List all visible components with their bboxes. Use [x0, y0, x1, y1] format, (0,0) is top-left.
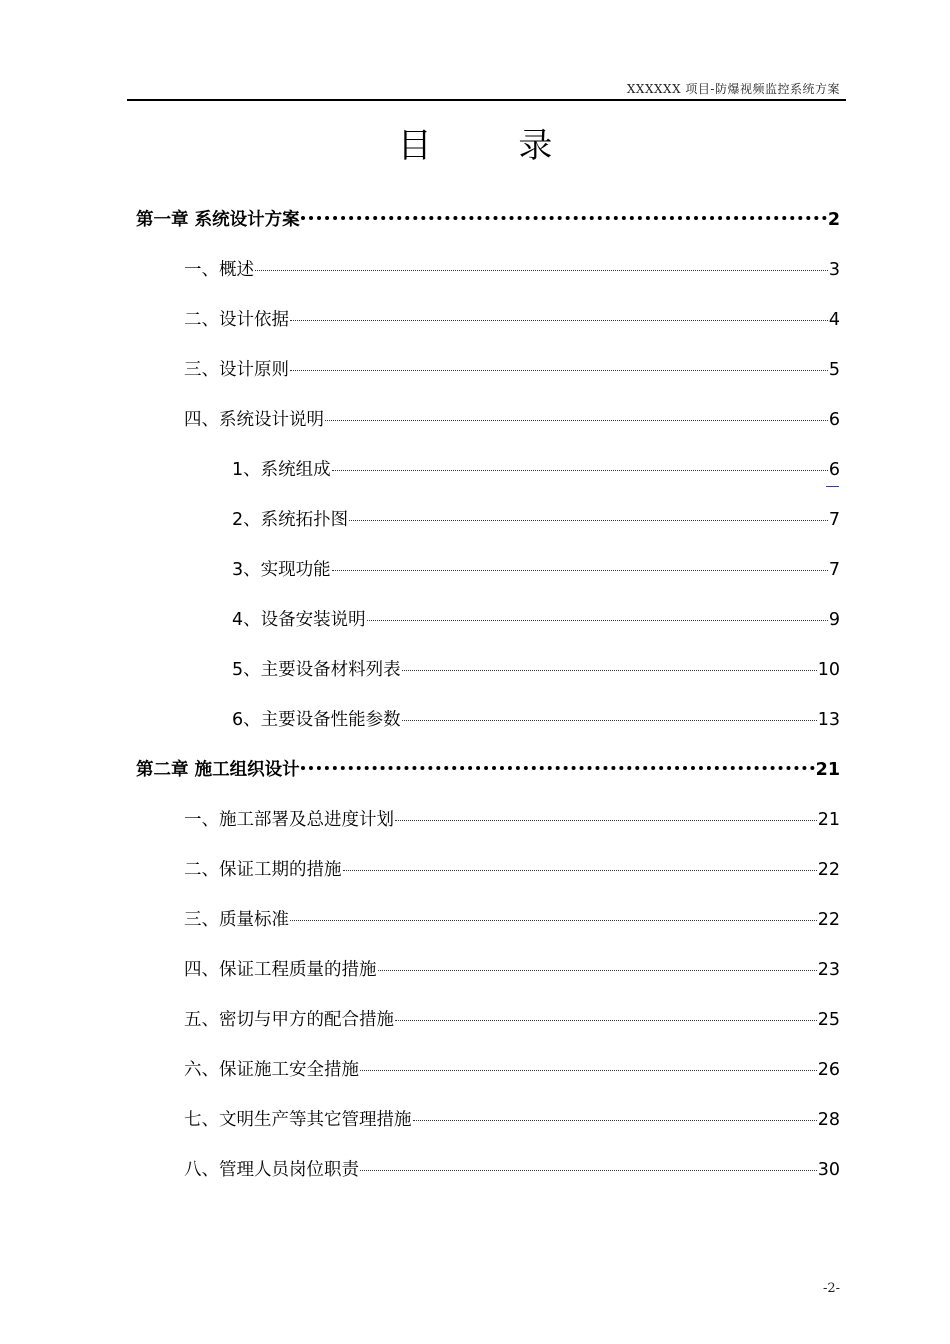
toc-entry-page: 5 [828, 360, 840, 380]
page-number: -2- [822, 1281, 840, 1296]
toc-entry-page: 23 [817, 960, 840, 980]
toc-leader [360, 1070, 817, 1071]
hyperlink-underline [826, 486, 839, 487]
toc-entry[interactable] [184, 256, 840, 284]
toc-entry-label: 6、主要设备性能参数 [232, 710, 401, 730]
toc-entry-page: 6 [828, 460, 840, 480]
toc-leader [301, 766, 815, 770]
toc-leader [413, 1120, 817, 1121]
toc-entry-label: 一、施工部署及总进度计划 [184, 810, 394, 830]
toc-entry-label: 5、主要设备材料列表 [232, 660, 401, 680]
toc-entry[interactable] [184, 956, 840, 984]
toc-entry-label: 三、质量标准 [184, 910, 289, 930]
toc-entry[interactable] [184, 306, 840, 334]
toc-entry-label: 六、保证施工安全措施 [184, 1060, 359, 1080]
toc-leader [255, 270, 828, 271]
toc-entry[interactable] [232, 606, 840, 634]
toc-entry-label: 第二章 施工组织设计 [136, 760, 300, 780]
toc-entry-page: 10 [817, 660, 840, 680]
toc-entry[interactable] [184, 1006, 840, 1034]
toc-entry-label: 一、概述 [184, 260, 254, 280]
toc-entry-page: 30 [817, 1160, 840, 1180]
toc-leader [395, 1020, 817, 1021]
toc-leader [367, 620, 828, 621]
toc-entry-label: 二、保证工期的措施 [184, 860, 342, 880]
toc-entry[interactable] [184, 856, 840, 884]
toc-leader [402, 720, 817, 721]
toc-entry-page: 21 [815, 760, 840, 780]
toc-entry[interactable] [184, 806, 840, 834]
toc-entry-label: 二、设计依据 [184, 310, 289, 330]
toc-leader [301, 216, 827, 220]
running-header: XXXXXX 项目-防爆视频监控系统方案 [626, 82, 840, 96]
toc-entry-page: 21 [817, 810, 840, 830]
toc-entry-page: 28 [817, 1110, 840, 1130]
toc-entry-label: 1、系统组成 [232, 460, 331, 480]
toc-entry-label: 八、管理人员岗位职责 [184, 1160, 359, 1180]
toc-entry-page: 4 [828, 310, 840, 330]
toc-leader [325, 420, 828, 421]
header-rule [127, 99, 846, 101]
toc-entry-page: 13 [817, 710, 840, 730]
toc-leader [402, 670, 817, 671]
toc-entry-label: 七、文明生产等其它管理措施 [184, 1110, 412, 1130]
toc-leader [349, 520, 828, 521]
toc-entry-chapter-2[interactable] [136, 756, 840, 784]
toc-entry-label: 4、设备安装说明 [232, 610, 366, 630]
toc-entry-chapter-1[interactable] [136, 206, 840, 234]
toc-entry[interactable] [184, 356, 840, 384]
toc-title: 目 录 [397, 126, 591, 166]
toc-entry-page: 9 [828, 610, 840, 630]
toc-leader [360, 1170, 817, 1171]
toc-entry-page: 25 [817, 1010, 840, 1030]
toc-leader [332, 570, 828, 571]
toc-entry[interactable] [232, 656, 840, 684]
toc-leader [343, 870, 817, 871]
toc-entry-page: 6 [828, 410, 840, 430]
toc-leader [332, 470, 828, 471]
toc-entry-label: 3、实现功能 [232, 560, 331, 580]
toc-entry-label: 四、保证工程质量的措施 [184, 960, 377, 980]
toc-entry[interactable] [232, 556, 840, 584]
toc-entry-page: 2 [827, 210, 840, 230]
toc-leader [395, 820, 817, 821]
toc-leader [378, 970, 817, 971]
toc-entry-page: 7 [828, 510, 840, 530]
toc-leader [290, 320, 828, 321]
toc-entry[interactable] [184, 906, 840, 934]
toc-entry-page: 7 [828, 560, 840, 580]
toc-entry[interactable] [232, 506, 840, 534]
toc-entry-page: 22 [817, 860, 840, 880]
toc-entry-page: 22 [817, 910, 840, 930]
toc-entry-page: 3 [828, 260, 840, 280]
toc-leader [290, 920, 817, 921]
toc-entry-label: 三、设计原则 [184, 360, 289, 380]
toc-leader [290, 370, 828, 371]
toc-entry-label: 五、密切与甲方的配合措施 [184, 1010, 394, 1030]
toc-entry[interactable] [184, 1056, 840, 1084]
toc-entry[interactable] [184, 406, 840, 434]
toc-entry[interactable] [232, 706, 840, 734]
toc-entry[interactable] [184, 1106, 840, 1134]
toc-entry-label: 四、系统设计说明 [184, 410, 324, 430]
toc-entry-label: 第一章 系统设计方案 [136, 210, 300, 230]
toc-entry[interactable] [184, 1156, 840, 1184]
toc-entry[interactable] [232, 456, 840, 484]
toc-entry-label: 2、系统拓扑图 [232, 510, 349, 530]
toc-entry-page: 26 [817, 1060, 840, 1080]
